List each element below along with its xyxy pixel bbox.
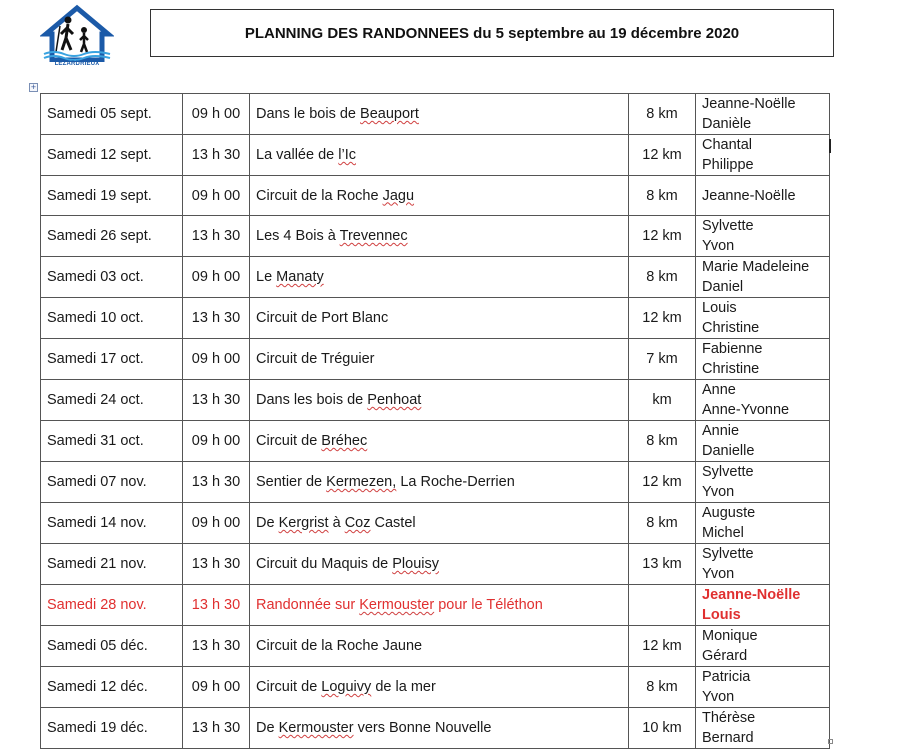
guide-name: Yvon (702, 238, 735, 254)
guide-name: Danièle (702, 116, 752, 132)
time-cell: 09 h 00 (183, 421, 250, 462)
table-row (41, 503, 830, 544)
time-cell: 13 h 30 (183, 708, 250, 749)
distance-cell: 12 km (629, 298, 696, 339)
table-row (41, 667, 830, 708)
date-cell: Samedi 21 nov. (41, 544, 183, 585)
guide-name: Yvon (702, 566, 735, 582)
route-text: Circuit de Tréguier (256, 351, 375, 367)
guide-name: Jeanne-Noëlle (702, 96, 796, 112)
date-cell: Samedi 19 déc. (41, 708, 183, 749)
date-cell: Samedi 31 oct. (41, 421, 183, 462)
route-cell (250, 339, 629, 380)
guides-cell (696, 380, 830, 421)
table-row (41, 216, 830, 257)
table-row (41, 585, 830, 626)
distance-cell: 12 km (629, 462, 696, 503)
distance-cell: 12 km (629, 216, 696, 257)
time-cell: 09 h 00 (183, 257, 250, 298)
route-cell (250, 94, 629, 135)
table-row (41, 135, 830, 176)
guides-cell (696, 216, 830, 257)
time-cell: 09 h 00 (183, 94, 250, 135)
guides-cell (696, 626, 830, 667)
date-cell: Samedi 05 sept. (41, 94, 183, 135)
route-cell (250, 626, 629, 667)
time-cell: 13 h 30 (183, 544, 250, 585)
time-cell: 13 h 30 (183, 380, 250, 421)
route-text: La vallée de l’Ic (256, 147, 356, 163)
date-cell: Samedi 12 sept. (41, 135, 183, 176)
table-row (41, 257, 830, 298)
hike-schedule-table (40, 93, 830, 749)
time-cell: 13 h 30 (183, 585, 250, 626)
logo-label: LEZARDRIEUX (54, 61, 100, 67)
guide-name: Daniel (702, 279, 744, 295)
time-cell: 13 h 30 (183, 135, 250, 176)
date-cell: Samedi 24 oct. (41, 380, 183, 421)
date-cell: Samedi 17 oct. (41, 339, 183, 380)
route-cell (250, 257, 629, 298)
guide-name: Louis (702, 607, 741, 623)
cell-end-mark (829, 139, 831, 153)
table-row (41, 544, 830, 585)
route-text: Le Manaty (256, 269, 324, 285)
date-cell: Samedi 19 sept. (41, 176, 183, 216)
route-cell (250, 298, 629, 339)
route-cell (250, 667, 629, 708)
date-cell: Samedi 12 déc. (41, 667, 183, 708)
guide-name: Michel (702, 525, 744, 541)
route-text: Randonnée sur Kermouster pour le Téléthon (256, 597, 543, 613)
guides-cell (696, 176, 830, 216)
guide-name: Christine (702, 361, 760, 377)
guides-cell (696, 94, 830, 135)
route-text: Les 4 Bois à Trevennec (256, 228, 408, 244)
club-logo (40, 4, 114, 68)
guides-cell (696, 421, 830, 462)
guide-name: Marie Madeleine (702, 259, 810, 275)
guide-name: Sylvette (702, 218, 754, 234)
route-text: De Kergrist à Coz Castel (256, 515, 416, 531)
guide-name: Gérard (702, 648, 748, 664)
route-cell (250, 380, 629, 421)
distance-cell: 8 km (629, 94, 696, 135)
date-cell: Samedi 03 oct. (41, 257, 183, 298)
time-cell: 13 h 30 (183, 626, 250, 667)
time-cell: 09 h 00 (183, 667, 250, 708)
guides-cell (696, 257, 830, 298)
guide-name: Anne-Yvonne (702, 402, 790, 418)
guide-name: Philippe (702, 157, 754, 173)
route-text: Dans les bois de Penhoat (256, 392, 422, 408)
guides-cell (696, 503, 830, 544)
route-cell (250, 421, 629, 462)
distance-cell: 8 km (629, 176, 696, 216)
hikers-house-icon (40, 4, 114, 62)
table-row (41, 94, 830, 135)
guide-name: Annie (702, 423, 740, 439)
route-text: Circuit du Maquis de Plouisy (256, 556, 439, 572)
route-text: Circuit de la Roche Jagu (256, 187, 415, 204)
route-text: Circuit de Port Blanc (256, 310, 389, 326)
route-cell (250, 544, 629, 585)
guide-name: Thérèse (702, 710, 756, 726)
date-cell: Samedi 05 déc. (41, 626, 183, 667)
distance-cell: 13 km (629, 544, 696, 585)
table-resize-handle[interactable] (828, 739, 833, 744)
guides-cell (696, 544, 830, 585)
guides-cell (696, 135, 830, 176)
table-row (41, 421, 830, 462)
time-cell: 09 h 00 (183, 503, 250, 544)
route-cell (250, 462, 629, 503)
route-cell (250, 135, 629, 176)
guide-name: Danielle (702, 443, 755, 459)
distance-cell: 8 km (629, 503, 696, 544)
table-row (41, 462, 830, 503)
guides-cell (696, 339, 830, 380)
date-cell: Samedi 28 nov. (41, 585, 183, 626)
guide-name: Christine (702, 320, 760, 336)
route-text: Sentier de Kermezen, La Roche-Derrien (256, 474, 515, 490)
time-cell: 09 h 00 (183, 339, 250, 380)
table-row (41, 298, 830, 339)
route-text: De Kermouster vers Bonne Nouvelle (256, 720, 492, 736)
guide-name: Jeanne-Noëlle (702, 187, 796, 204)
table-row (41, 339, 830, 380)
guide-name: Monique (702, 628, 758, 644)
distance-cell: km (629, 380, 696, 421)
guide-name: Chantal (702, 137, 752, 153)
guides-cell (696, 298, 830, 339)
guide-name: Auguste (702, 505, 756, 521)
guides-cell (696, 667, 830, 708)
guides-cell (696, 462, 830, 503)
time-cell: 13 h 30 (183, 298, 250, 339)
guides-cell (696, 585, 830, 626)
route-cell (250, 585, 629, 626)
table-row (41, 176, 830, 216)
guide-name: Yvon (702, 689, 735, 705)
guide-name: Patricia (702, 669, 751, 685)
page-title-text: PLANNING DES RANDONNEES du 5 septembre au 19 décembre 2020 (244, 24, 740, 42)
distance-cell: 8 km (629, 667, 696, 708)
guide-name: Sylvette (702, 464, 754, 480)
guides-cell (696, 708, 830, 749)
guide-name: Bernard (702, 730, 754, 746)
guide-name: Sylvette (702, 546, 754, 562)
page-title (150, 9, 834, 57)
distance-cell: 10 km (629, 708, 696, 749)
guide-name: Yvon (702, 484, 735, 500)
table-move-handle-icon[interactable]: + (30, 82, 37, 92)
date-cell: Samedi 14 nov. (41, 503, 183, 544)
route-text: Circuit de Bréhec (256, 433, 368, 449)
table-row (41, 708, 830, 749)
time-cell: 13 h 30 (183, 462, 250, 503)
time-cell: 13 h 30 (183, 216, 250, 257)
guide-name: Anne (702, 382, 736, 398)
date-cell: Samedi 07 nov. (41, 462, 183, 503)
time-cell: 09 h 00 (183, 176, 250, 216)
distance-cell: 12 km (629, 626, 696, 667)
table-row (41, 626, 830, 667)
route-text: Circuit de Loguivy de la mer (256, 679, 436, 695)
table-row (41, 380, 830, 421)
route-cell (250, 708, 629, 749)
date-cell: Samedi 26 sept. (41, 216, 183, 257)
distance-cell (629, 585, 696, 626)
route-cell (250, 503, 629, 544)
route-cell (250, 176, 629, 216)
route-cell (250, 216, 629, 257)
distance-cell: 7 km (629, 339, 696, 380)
guide-name: Louis (702, 300, 737, 316)
date-cell: Samedi 10 oct. (41, 298, 183, 339)
guide-name: Jeanne-Noëlle (702, 587, 801, 603)
route-text: Circuit de la Roche Jaune (256, 638, 423, 654)
route-text: Dans le bois de Beauport (256, 106, 419, 122)
distance-cell: 8 km (629, 257, 696, 298)
distance-cell: 8 km (629, 421, 696, 462)
distance-cell: 12 km (629, 135, 696, 176)
guide-name: Fabienne (702, 341, 763, 357)
